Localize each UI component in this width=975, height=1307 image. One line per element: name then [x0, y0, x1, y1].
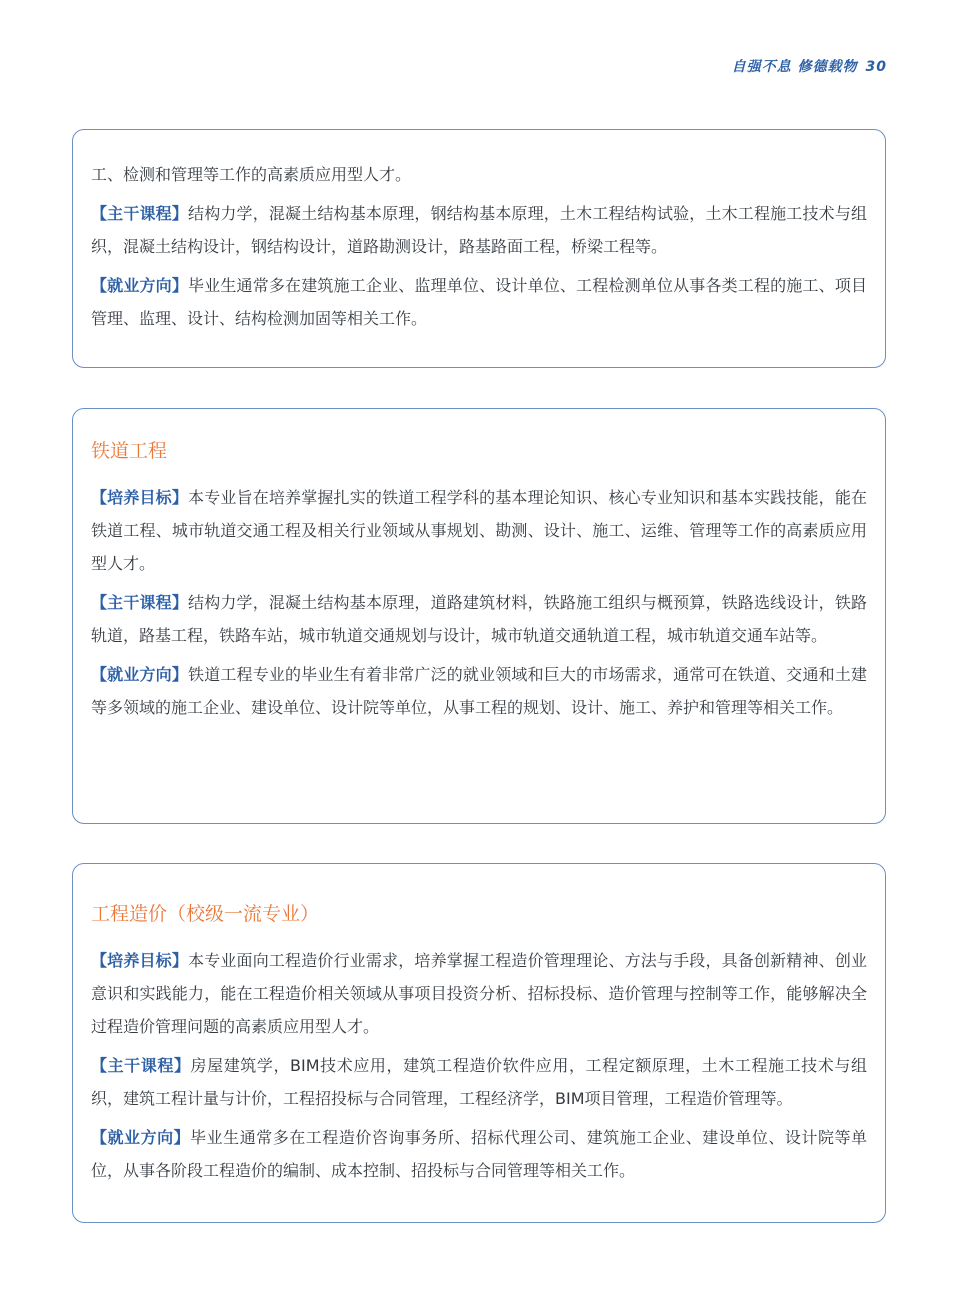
paragraph-tag: 【主干课程】: [91, 204, 189, 223]
card3-paragraph-career: [91, 1121, 867, 1187]
paragraph-tag: 【就业方向】: [91, 276, 189, 295]
card1-paragraph-career: [91, 269, 867, 335]
paragraph-text: 结构力学，混凝土结构基本原理，道路建筑材料，铁路施工组织与概预算，铁路选线设计，铁路轨道，路基工程，铁路车站，城市轨道交通规划与设计，城市轨道交通轨道工程，城市轨道交通车站等。: [91, 593, 867, 645]
paragraph-text: 房屋建筑学，BIM技术应用，建筑工程造价软件应用，工程定额原理，土木工程施工技术与组织，建筑工程计量与计价，工程招投标与合同管理，工程经济学，BIM项目管理，工程造价管理等。: [91, 1056, 867, 1108]
paragraph-text: 铁道工程专业的毕业生有着非常广泛的就业领域和巨大的市场需求，通常可在铁道、交通和土建等多领域的施工企业、建设单位、设计院等单位，从事工程的规划、设计、施工、养护和管理等相关工作。: [91, 665, 867, 717]
paragraph-text: 工、检测和管理等工作的高素质应用型人才。: [91, 165, 412, 184]
card-title: 铁道工程: [91, 440, 168, 462]
card3-paragraph-courses: [91, 1049, 867, 1115]
card1-paragraph-1: [91, 158, 867, 191]
card2-paragraph-goals: [91, 481, 867, 580]
paragraph-text: 毕业生通常多在工程造价咨询事务所、招标代理公司、建筑施工企业、建设单位、设计院等单位，从事各阶段工程造价的编制、成本控制、招投标与合同管理等相关工作。: [91, 1128, 867, 1180]
card2-paragraph-courses: [91, 586, 867, 652]
paragraph-text: 本专业旨在培养掌握扎实的铁道工程学科的基本理论知识、核心专业知识和基本实践技能，能在铁道工程、城市轨道交通工程及相关行业领域从事规划、勘测、设计、施工、运维、管理等工作的高素质应用型人才。: [91, 488, 867, 573]
header-slogan: 自强不息 修德载物: [731, 59, 858, 75]
card3-paragraph-goals: [91, 944, 867, 1043]
paragraph-text: 本专业面向工程造价行业需求，培养掌握工程造价管理理论、方法与手段，具备创新精神、创业意识和实践能力，能在工程造价相关领域从事项目投资分析、招标投标、造价管理与控制等工作，能够解决全过程造价管理问题的高素质应用型人才。: [91, 951, 867, 1036]
paragraph-tag: 【就业方向】: [91, 665, 189, 684]
major-card-continued: [72, 129, 886, 368]
paragraph-text: 结构力学，混凝土结构基本原理，钢结构基本原理，土木工程结构试验，土木工程施工技术与组织，混凝土结构设计，钢结构设计，道路勘测设计，路基路面工程，桥梁工程等。: [91, 204, 867, 256]
page-number: 30: [865, 59, 887, 75]
major-card-engineering-cost: [72, 863, 886, 1223]
card2-paragraph-career: [91, 658, 867, 724]
paragraph-tag: 【主干课程】: [91, 1056, 191, 1075]
major-card-railway-engineering: [72, 408, 886, 824]
card1-paragraph-courses: [91, 197, 867, 263]
paragraph-text: 毕业生通常多在建筑施工企业、监理单位、设计单位、工程检测单位从事各类工程的施工、项目管理、监理、设计、结构检测加固等相关工作。: [91, 276, 867, 328]
paragraph-tag: 【主干课程】: [91, 593, 189, 612]
paragraph-tag: 【就业方向】: [91, 1128, 191, 1147]
card-title: 工程造价（校级一流专业）: [91, 903, 320, 925]
page-header: [732, 56, 887, 76]
paragraph-tag: 【培养目标】: [91, 488, 189, 507]
paragraph-tag: 【培养目标】: [91, 951, 189, 970]
